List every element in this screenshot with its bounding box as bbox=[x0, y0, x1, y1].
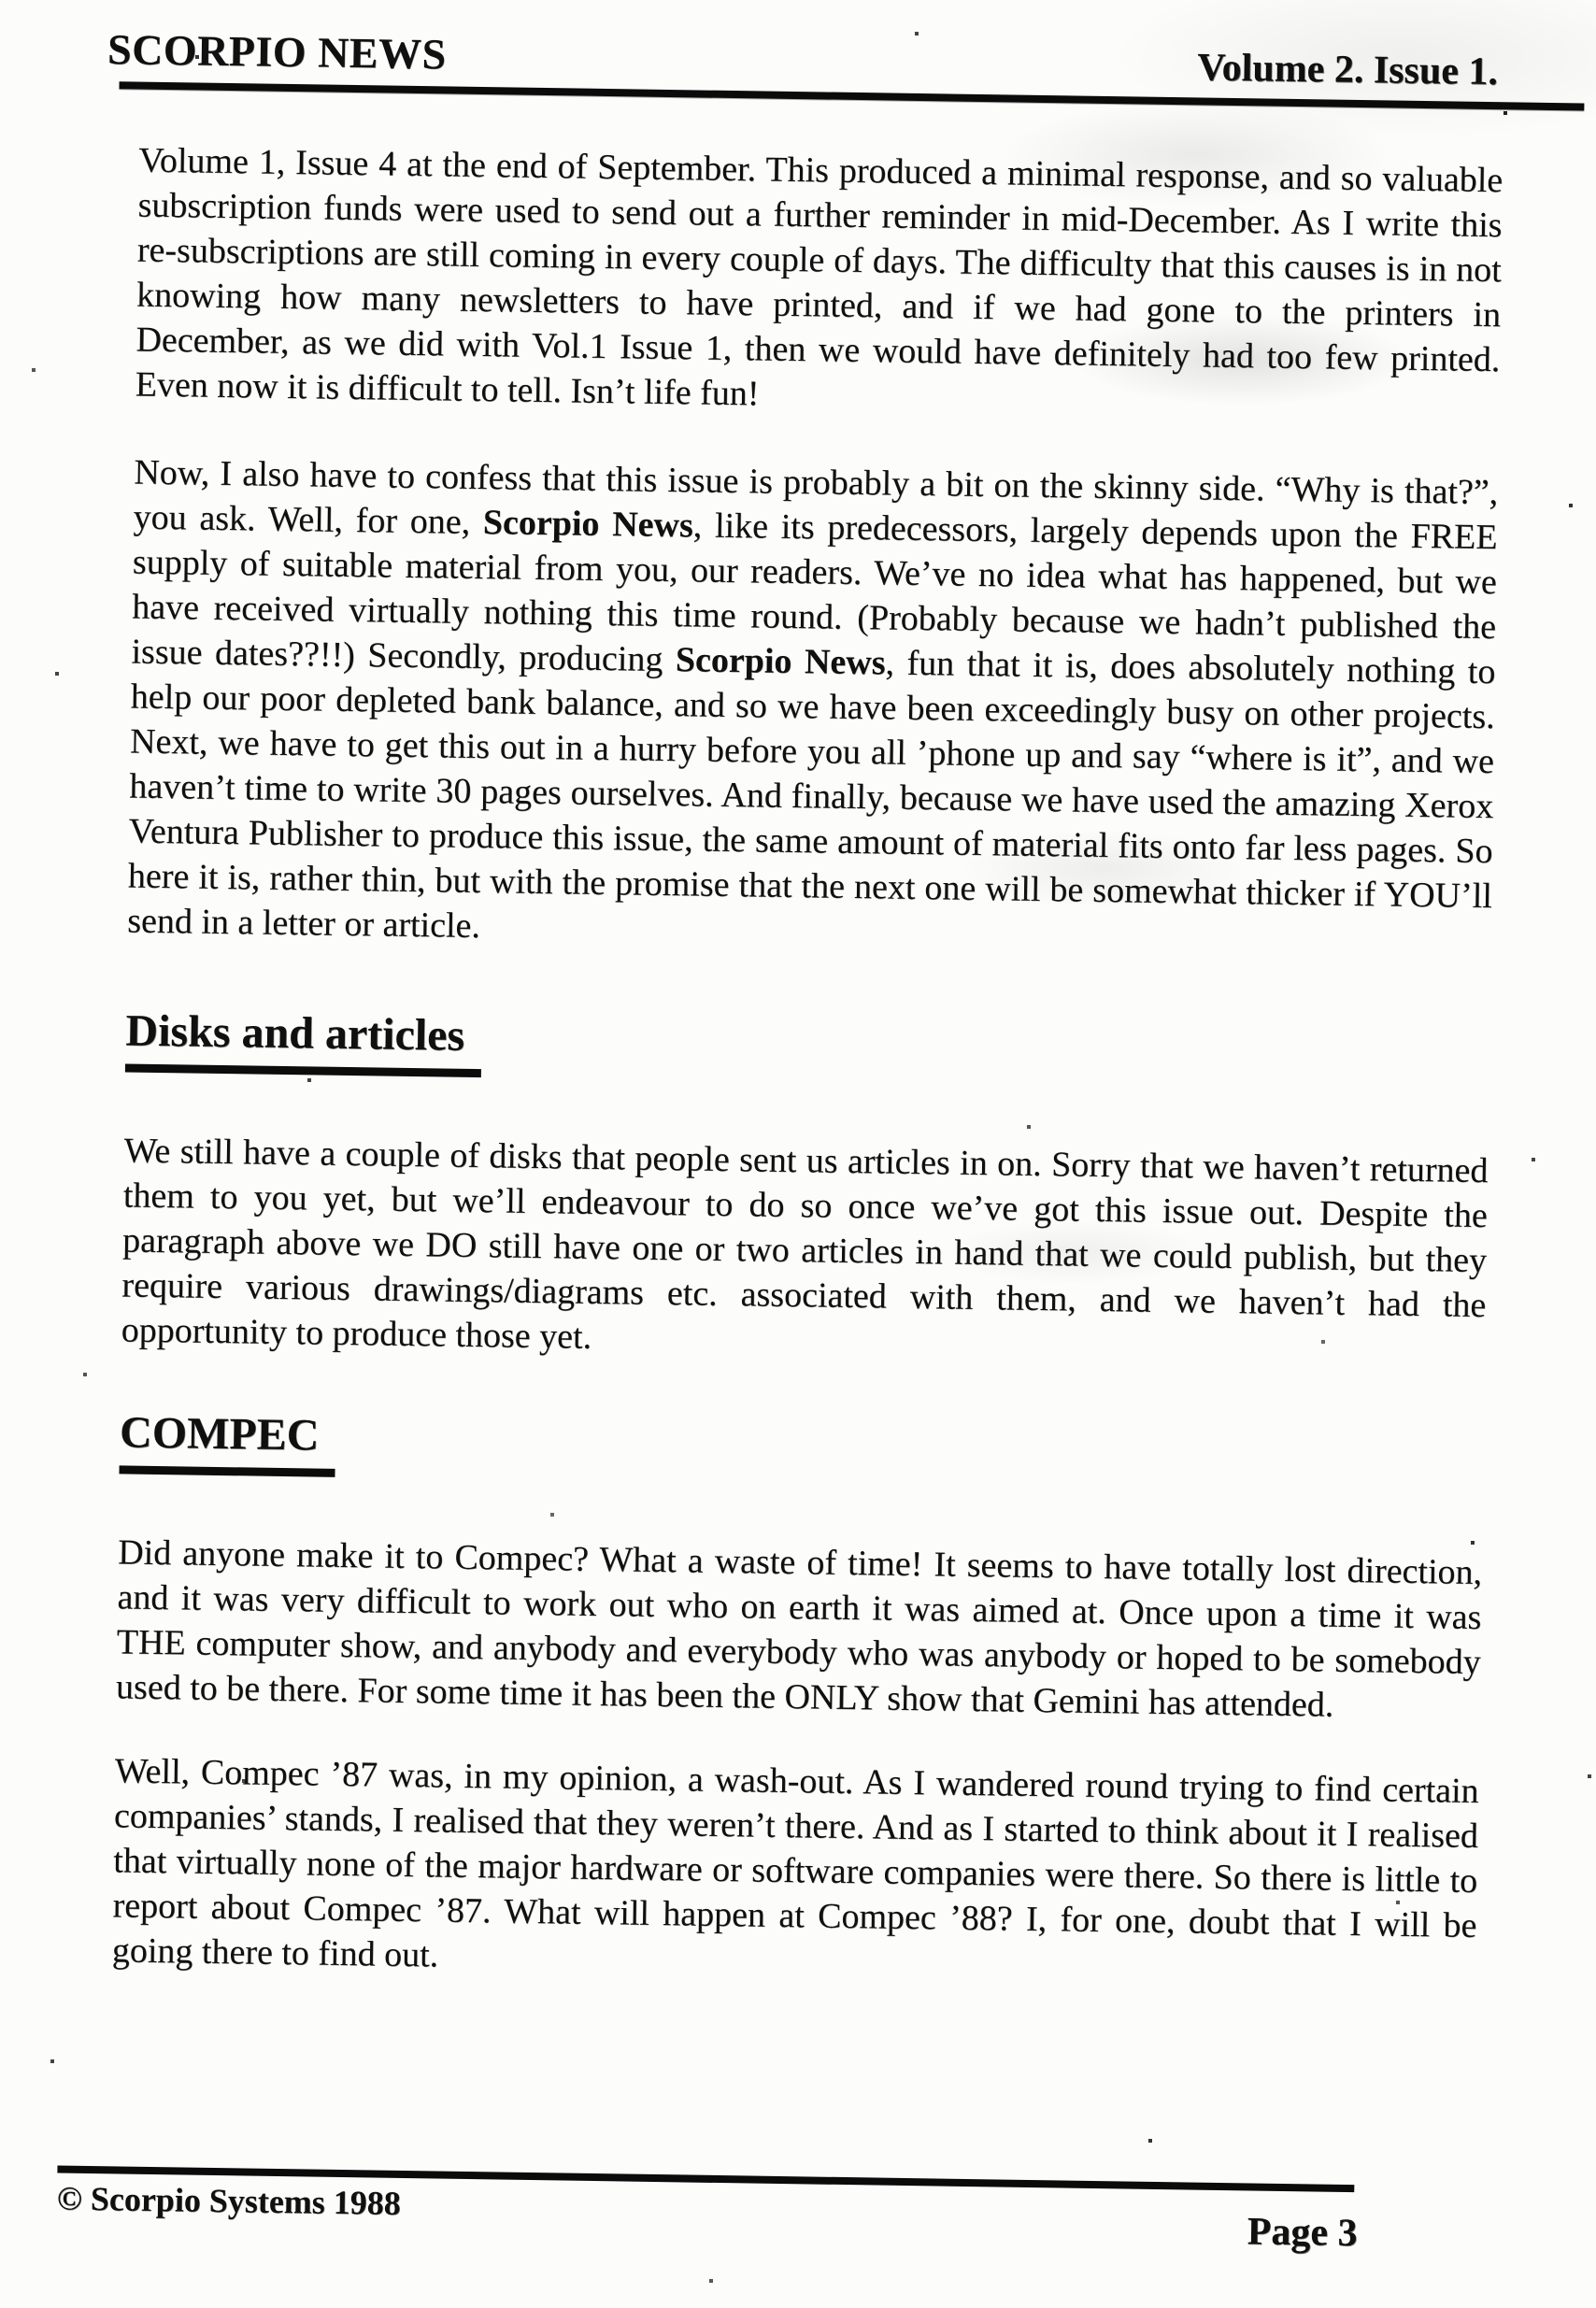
article-body bbox=[0, 87, 1595, 1994]
text-run: Now, I also have to confess that this issue is probably a bit on the skinny side. “Why is that?”, you ask. Well, for one, bbox=[133, 452, 1499, 543]
text-run: Volume 1, Issue 4 at the end of September. This produced a minimal response, and so valuable subscription funds were used to send out a further reminder in mid-December. As I write this re-subscriptions are still coming in every couple of days. The difficulty that this causes is in not knowing how many newsletters to have printed, and if we had gone to the printers in December, as we did with Vol.1 Issue 1, then we would have definitely had too few printed. Even now it is difficult to tell. Isn’t life fun! bbox=[135, 140, 1503, 414]
text-run: , like its predecessors, largely depends upon the FREE supply of suitable material from you, our readers. We’ve no idea what has happened, but we have received virtually nothing this time round. (Probably because we hadn’t published the issue dates??!!) Secondly, producing bbox=[131, 506, 1498, 680]
copyright-notice: © Scorpio Systems 1988 bbox=[56, 2179, 402, 2222]
text-run: We still have a couple of disks that people sent us articles in on. Sorry that we haven’t returned them to you yet, but we’ll endeavour to do so once we’ve got this issue out. Despite the paragraph above we DO still have one or two articles in hand that we could publish, but they require various drawings/diagrams etc. associated with them, and we haven’t had the opportunity to produce those yet. bbox=[121, 1131, 1489, 1357]
paragraph-intro bbox=[135, 90, 1503, 428]
issue-label: Volume 2. Issue 1. bbox=[1196, 46, 1499, 94]
text-run: , fun that it is, does absolutely nothing to help our poor depleted bank balance, and so we have been exceedingly busy on other projects. Next, we have to get this out in a hurry before you all ’phone up and say “where is it”, and we haven’t time to write 30 pages ourselves. And finally, because we have used the amazing Xerox Ventura Publisher to produce this issue, the same amount of material fits onto far less pages. So here it is, rather thin, but with the promise that the next one will be somewhat thicker if YOU’ll send in a letter or article. bbox=[126, 643, 1496, 947]
page-header bbox=[0, 0, 1596, 96]
section-heading-disks bbox=[125, 943, 1491, 1092]
bold-text-run: Scorpio News bbox=[675, 640, 886, 683]
paragraph-disks bbox=[121, 1072, 1489, 1373]
paragraph-compec-1 bbox=[116, 1474, 1484, 1730]
paragraph-skinny-issue bbox=[127, 407, 1499, 964]
text-run: Did anyone make it to Compec? What a waste of time! It seems to have totally lost direction, and it was very difficult to work out who on earth it was aimed at. Once upon a time it was THE computer show, and anybody and everybody who was anybody or hoped to be somebody used to be there. For some time it has been the ONLY show that Gemini has attended. bbox=[115, 1532, 1483, 1725]
page-number: Page 3 bbox=[1247, 2210, 1358, 2256]
section-heading-compec bbox=[119, 1352, 1485, 1494]
bold-text-run: Scorpio News bbox=[482, 503, 694, 546]
paragraph-compec-2 bbox=[112, 1709, 1480, 1993]
section-heading-disks-text: Disks and articles bbox=[125, 1004, 482, 1077]
text-run: Well, Compec ’87 was, in my opinion, a wash-out. As I wandered round trying to find certain companies’ stands, I realised that they weren’t there. And as I started to think about it I realised that virtually none of the major hardware or software companies were there. So there is little to report about Compec ’87. What will happen at Compec ’88? I, for one, doubt that I will be going there to find out. bbox=[111, 1751, 1479, 1975]
masthead-title: SCORPIO NEWS bbox=[107, 25, 448, 78]
page-footer bbox=[56, 2179, 1358, 2257]
section-heading-compec-text: COMPEC bbox=[119, 1406, 335, 1476]
